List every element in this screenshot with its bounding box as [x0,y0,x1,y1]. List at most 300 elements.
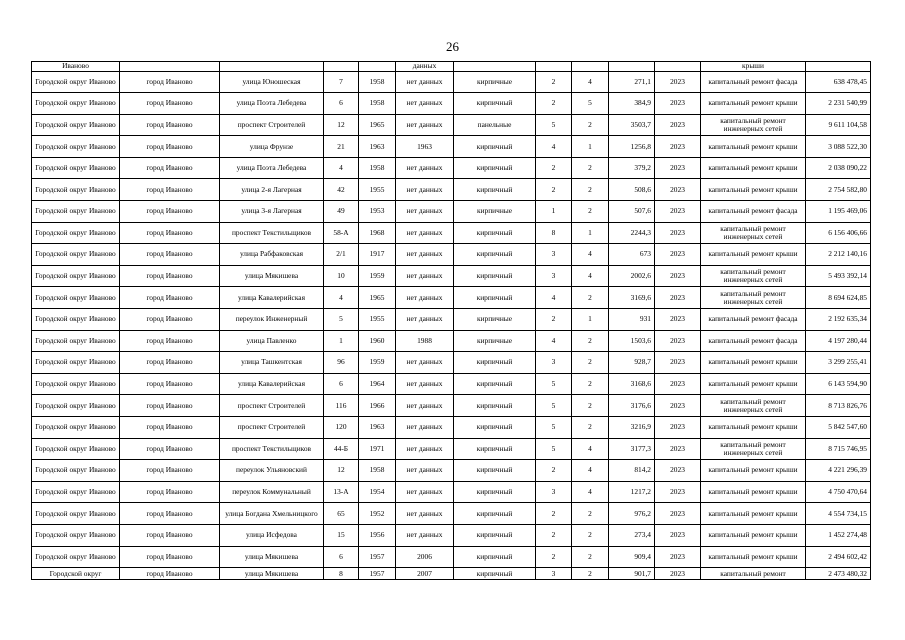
cell-work-type: капитальный ремонт фасада [701,330,806,352]
table-row [32,481,871,503]
cell-year-renovated: нет данных [396,460,454,482]
cell-year-renovated: нет данных [396,287,454,309]
cell-entrances: 2 [572,352,609,374]
cell-floors: 5 [536,417,572,439]
cell-district: Городской округ Иваново [32,417,120,439]
cell-wall-material: кирпичный [454,244,536,266]
cell-street: улица 3-я Лагерная [220,201,324,223]
cell-city: город Иваново [120,460,220,482]
cell-floors: 2 [536,546,572,568]
cell-plan-year: 2023 [655,93,701,115]
cell-work-type: капитальный ремонт фасада [701,309,806,331]
cell-year-built: 1964 [359,373,396,395]
cell-entrances: 2 [572,546,609,568]
cell-district: Городской округ Иваново [32,330,120,352]
cell-city: город Иваново [120,93,220,115]
cell-wall-material: кирпичные [454,309,536,331]
cell-work-type: капитальный ремонт инженерных сетей [701,395,806,417]
cell-year-renovated: нет данных [396,222,454,244]
cell-city: город Иваново [120,136,220,158]
cell-plan-year: 2023 [655,395,701,417]
cell-year-built: 1958 [359,157,396,179]
cell-entrances: 2 [572,201,609,223]
cell-work-type: капитальный ремонт инженерных сетей [701,114,806,136]
cell-district: Городской округ Иваново [32,265,120,287]
cell-district: Городской округ Иваново [32,287,120,309]
cell-floors: 3 [536,481,572,503]
cell-street: улица Павленко [220,330,324,352]
cell-city: город Иваново [120,114,220,136]
cell-cost: 2 231 540,99 [806,93,871,115]
cell-year-built: 1955 [359,309,396,331]
cell-entrances: 1 [572,136,609,158]
cell-wall-material: кирпичный [454,136,536,158]
cell-wall-material: панельные [454,114,536,136]
cell-work-type: капитальный ремонт инженерных сетей [701,287,806,309]
table-row [32,71,871,93]
cell-area: 3169,6 [609,287,655,309]
cell-cost: 9 611 104,58 [806,114,871,136]
cell-floors: 3 [536,244,572,266]
cell-street: проспект Строителей [220,417,324,439]
cell-entrances: 2 [572,157,609,179]
cell-floors: 2 [536,309,572,331]
cell-work-type: капитальный ремонт инженерных сетей [701,438,806,460]
cell-street: улица 2-я Лагерная [220,179,324,201]
cell-district: Городской округ Иваново [32,481,120,503]
cell-house-number: 8 [324,568,359,580]
cell-city: город Иваново [120,352,220,374]
cell-year-renovated: нет данных [396,179,454,201]
cell-area: 909,4 [609,546,655,568]
cell-wall-material: кирпичный [454,265,536,287]
cell-work-type: капитальный ремонт крыши [701,157,806,179]
cell-plan-year: 2023 [655,352,701,374]
table-row [32,352,871,374]
cell-cost: 4 750 470,64 [806,481,871,503]
cell-city: город Иваново [120,373,220,395]
table-row [32,265,871,287]
cell-work-type: капитальный ремонт крыши [701,179,806,201]
cell-wall-material: кирпичный [454,460,536,482]
cell-plan-year: 2023 [655,373,701,395]
cell-year-renovated: нет данных [396,481,454,503]
cell-wall-material: кирпичные [454,71,536,93]
cell-year-renovated: нет данных [396,93,454,115]
cell-city: город Иваново [120,265,220,287]
cell-plan-year: 2023 [655,524,701,546]
cell-plan-year: 2023 [655,244,701,266]
cell-floors: 2 [536,524,572,546]
cell-wall-material: кирпичный [454,157,536,179]
cell-area: 3503,7 [609,114,655,136]
cell-street: улица Рабфаковская [220,244,324,266]
cell-street: переулок Коммунальный [220,481,324,503]
cell-year-renovated: нет данных [396,352,454,374]
cell-cost: 2 494 602,42 [806,546,871,568]
cell-plan-year: 2023 [655,136,701,158]
cell-house-number: 120 [324,417,359,439]
cell-city: город Иваново [120,546,220,568]
table-row [32,287,871,309]
cell-house-number: 65 [324,503,359,525]
cell-work-type: капитальный ремонт крыши [701,136,806,158]
cell-cost: 8 694 624,85 [806,287,871,309]
cell-street: улица Кавалерийская [220,373,324,395]
cell-entrances: 2 [572,568,609,580]
cell-floors: 2 [536,179,572,201]
cell-city: город Иваново [120,71,220,93]
cell-work-type: капитальный ремонт фасада [701,201,806,223]
cell-year-renovated: нет данных [396,201,454,223]
cell-floors: 5 [536,438,572,460]
cell-district: Городской округ Иваново [32,438,120,460]
cell-house-number: 4 [324,287,359,309]
cell-year-renovated: данных [396,62,454,72]
cell-year-built: 1963 [359,417,396,439]
cell-entrances: 2 [572,524,609,546]
cell-year-renovated: нет данных [396,524,454,546]
cell-entrances: 4 [572,460,609,482]
cell-plan-year: 2023 [655,179,701,201]
cell-district: Городской округ Иваново [32,136,120,158]
table-row [32,201,871,223]
cell-plan-year: 2023 [655,481,701,503]
cell-year-renovated: 1963 [396,136,454,158]
cell-year-built: 1960 [359,330,396,352]
cell-work-type: капитальный ремонт инженерных сетей [701,222,806,244]
cell-year-built: 1957 [359,568,396,580]
cell-cost: 6 156 406,66 [806,222,871,244]
cell-work-type: капитальный ремонт крыши [701,460,806,482]
cell-district: Городской округ Иваново [32,352,120,374]
cell-year-built: 1957 [359,546,396,568]
cell-area: 2244,3 [609,222,655,244]
cell-year-built: 1958 [359,93,396,115]
cell-wall-material: кирпичный [454,481,536,503]
cell-house-number: 1 [324,330,359,352]
cell-floors: 2 [536,157,572,179]
cell-work-type: капитальный ремонт крыши [701,244,806,266]
table-row [32,309,871,331]
cell-entrances: 4 [572,265,609,287]
cell-area: 508,6 [609,179,655,201]
cell-floors: 4 [536,136,572,158]
cell-street: улица Юношеская [220,71,324,93]
cell-street: улица Мякишева [220,546,324,568]
cell-year-built: 1958 [359,71,396,93]
table-row [32,93,871,115]
cell-district: Городской округ Иваново [32,309,120,331]
cell-floors: 3 [536,568,572,580]
cell-wall-material: кирпичный [454,179,536,201]
cell-cost: 5 842 547,60 [806,417,871,439]
cell-city: город Иваново [120,179,220,201]
cell-plan-year: 2023 [655,460,701,482]
cell-wall-material: кирпичные [454,201,536,223]
cell-year-built: 1963 [359,136,396,158]
cell-entrances: 2 [572,395,609,417]
cell-work-type: капитальный ремонт крыши [701,524,806,546]
cell-street: улица Фрунзе [220,136,324,158]
cell-entrances: 2 [572,114,609,136]
cell-floors: 5 [536,373,572,395]
cell-district: Городской округ Иваново [32,524,120,546]
cell-street: переулок Инженерный [220,309,324,331]
cell-street: улица Поэта Лебедева [220,157,324,179]
cell-cost: 2 473 480,32 [806,568,871,580]
cell-cost: 8 715 746,95 [806,438,871,460]
cell-year-renovated: нет данных [396,309,454,331]
cell-city: город Иваново [120,395,220,417]
cell-city: город Иваново [120,503,220,525]
cell-plan-year: 2023 [655,503,701,525]
cell-house-number: 5 [324,309,359,331]
cell-district: Городской округ Иваново [32,93,120,115]
cell-district: Городской округ Иваново [32,546,120,568]
cell-district: Городской округ Иваново [32,503,120,525]
cell-year-built: 1952 [359,503,396,525]
cell-area: 384,9 [609,93,655,115]
cell-year-renovated: нет данных [396,71,454,93]
table-row [32,244,871,266]
cell-entrances: 4 [572,438,609,460]
cell-entrances: 2 [572,503,609,525]
cell-plan-year: 2023 [655,201,701,223]
cell-year-built: 1959 [359,265,396,287]
cell-house-number: 4 [324,157,359,179]
cell-house-number: 96 [324,352,359,374]
cell-city: город Иваново [120,201,220,223]
cell-area: 507,6 [609,201,655,223]
cell-area: 3176,6 [609,395,655,417]
cell-city: город Иваново [120,287,220,309]
cell-street: проспект Текстильщиков [220,438,324,460]
cell-district: Городской округ Иваново [32,157,120,179]
cell-cost: 3 299 255,41 [806,352,871,374]
cell-floors: 8 [536,222,572,244]
cell-street: проспект Строителей [220,114,324,136]
cell-year-renovated: 1988 [396,330,454,352]
cell-year-built: 1953 [359,201,396,223]
cell-city: город Иваново [120,222,220,244]
cell-year-built: 1917 [359,244,396,266]
cell-cost: 5 493 392,14 [806,265,871,287]
cell-house-number: 49 [324,201,359,223]
cell-year-built: 1968 [359,222,396,244]
cell-area: 814,2 [609,460,655,482]
cell-plan-year: 2023 [655,157,701,179]
cell-year-built: 1965 [359,287,396,309]
cell-floors: 2 [536,71,572,93]
table-row [32,438,871,460]
cell-year-built: 1965 [359,114,396,136]
table-row [32,503,871,525]
cell-wall-material: кирпичный [454,287,536,309]
cell-year-renovated: нет данных [396,417,454,439]
table-row [32,179,871,201]
cell-floors: 5 [536,395,572,417]
table-row [32,157,871,179]
cell-house-number: 6 [324,93,359,115]
cell-cost: 4 554 734,15 [806,503,871,525]
cell-year-renovated: нет данных [396,438,454,460]
cell-entrances: 2 [572,287,609,309]
cell-wall-material: кирпичный [454,417,536,439]
cell-plan-year: 2023 [655,546,701,568]
cell-entrances: 4 [572,481,609,503]
cell-wall-material: кирпичный [454,503,536,525]
cell-cost: 2 038 090,22 [806,157,871,179]
cell-work-type: капитальный ремонт крыши [701,373,806,395]
cell-wall-material: кирпичный [454,524,536,546]
cell-plan-year: 2023 [655,71,701,93]
cell-floors: 2 [536,460,572,482]
cell-year-built: 1959 [359,352,396,374]
cell-city: город Иваново [120,244,220,266]
cell-cost: 4 197 280,44 [806,330,871,352]
cell-cost: 638 478,45 [806,71,871,93]
cell-city: город Иваново [120,524,220,546]
cell-cost: 1 195 469,06 [806,201,871,223]
cell-cost: 4 221 296,39 [806,460,871,482]
cell-year-renovated: нет данных [396,373,454,395]
cell-street: улица Богдана Хмельницкого [220,503,324,525]
cell-house-number: 15 [324,524,359,546]
cell-city: город Иваново [120,568,220,580]
table-row [32,417,871,439]
cell-house-number: 58-А [324,222,359,244]
cell-area: 1503,6 [609,330,655,352]
cell-house-number: 42 [324,179,359,201]
cell-entrances: 1 [572,309,609,331]
cell-plan-year: 2023 [655,330,701,352]
cell-wall-material: кирпичный [454,546,536,568]
cell-work-type: капитальный ремонт крыши [701,503,806,525]
cell-area: 931 [609,309,655,331]
cell-district: Городской округ Иваново [32,179,120,201]
cell-street: проспект Текстильщиков [220,222,324,244]
table-row [32,373,871,395]
cell-house-number: 12 [324,460,359,482]
cell-plan-year: 2023 [655,287,701,309]
cell-street: переулок Ульяновский [220,460,324,482]
table-row [32,330,871,352]
table-row [32,136,871,158]
cell-plan-year: 2023 [655,309,701,331]
cell-area: 673 [609,244,655,266]
cell-cost: 8 713 826,76 [806,395,871,417]
cell-work-type: капитальный ремонт [701,568,806,580]
cell-street: проспект Строителей [220,395,324,417]
cell-plan-year: 2023 [655,417,701,439]
cell-district: Городской округ Иваново [32,222,120,244]
cell-entrances: 2 [572,330,609,352]
cell-plan-year: 2023 [655,438,701,460]
table-row [32,395,871,417]
cell-street: улица Исфедова [220,524,324,546]
cell-house-number: 7 [324,71,359,93]
cell-house-number: 6 [324,546,359,568]
cell-wall-material: кирпичный [454,93,536,115]
cell-area: 3177,3 [609,438,655,460]
cell-district: Городской округ Иваново [32,201,120,223]
cell-year-renovated: нет данных [396,265,454,287]
cell-house-number: 13-А [324,481,359,503]
cell-street: улица Мякишева [220,568,324,580]
cell-year-renovated: нет данных [396,395,454,417]
cell-year-renovated: нет данных [396,503,454,525]
cell-area: 3216,9 [609,417,655,439]
table-row [32,460,871,482]
cell-work-type: капитальный ремонт фасада [701,71,806,93]
cell-work-type: капитальный ремонт крыши [701,93,806,115]
cell-wall-material: кирпичный [454,352,536,374]
cell-city: город Иваново [120,438,220,460]
cell-area: 1217,2 [609,481,655,503]
cell-area: 3168,6 [609,373,655,395]
cell-wall-material: кирпичный [454,438,536,460]
cell-district: Городской округ Иваново [32,460,120,482]
cell-wall-material: кирпичный [454,373,536,395]
cell-house-number: 44-Б [324,438,359,460]
cell-city: город Иваново [120,481,220,503]
cell-house-number: 6 [324,373,359,395]
cell-street: улица Мякишева [220,265,324,287]
cell-year-built: 1966 [359,395,396,417]
cell-street: улица Поэта Лебедева [220,93,324,115]
cell-floors: 1 [536,201,572,223]
cell-city: город Иваново [120,330,220,352]
cell-floors: 2 [536,93,572,115]
cell-plan-year: 2023 [655,114,701,136]
cell-cost: 2 192 635,34 [806,309,871,331]
cell-floors: 3 [536,265,572,287]
cell-district: Иваново [32,62,120,72]
cell-work-type: капитальный ремонт крыши [701,546,806,568]
cell-district: Городской округ Иваново [32,71,120,93]
cell-entrances: 5 [572,93,609,115]
page-number: 26 [446,39,459,54]
cell-area: 1256,8 [609,136,655,158]
cell-entrances: 4 [572,71,609,93]
cell-cost: 1 452 274,48 [806,524,871,546]
cell-year-built: 1958 [359,460,396,482]
cell-wall-material: кирпичные [454,330,536,352]
cell-work-type: капитальный ремонт крыши [701,481,806,503]
cell-year-built: 1956 [359,524,396,546]
cell-street: улица Кавалерийская [220,287,324,309]
cell-floors: 5 [536,114,572,136]
cell-work-type: капитальный ремонт инженерных сетей [701,265,806,287]
cell-city: город Иваново [120,309,220,331]
cell-district: Городской округ Иваново [32,114,120,136]
cell-entrances: 2 [572,373,609,395]
cell-house-number: 2/1 [324,244,359,266]
cell-year-built: 1954 [359,481,396,503]
cell-plan-year: 2023 [655,222,701,244]
cell-house-number: 116 [324,395,359,417]
table-row-continued [32,62,871,72]
cell-work-type: крыши [701,62,806,72]
cell-district: Городской округ Иваново [32,244,120,266]
cell-cost: 3 088 522,30 [806,136,871,158]
cell-floors: 4 [536,330,572,352]
cell-wall-material: кирпичный [454,568,536,580]
cell-area: 928,7 [609,352,655,374]
cell-area: 379,2 [609,157,655,179]
table-row [32,546,871,568]
